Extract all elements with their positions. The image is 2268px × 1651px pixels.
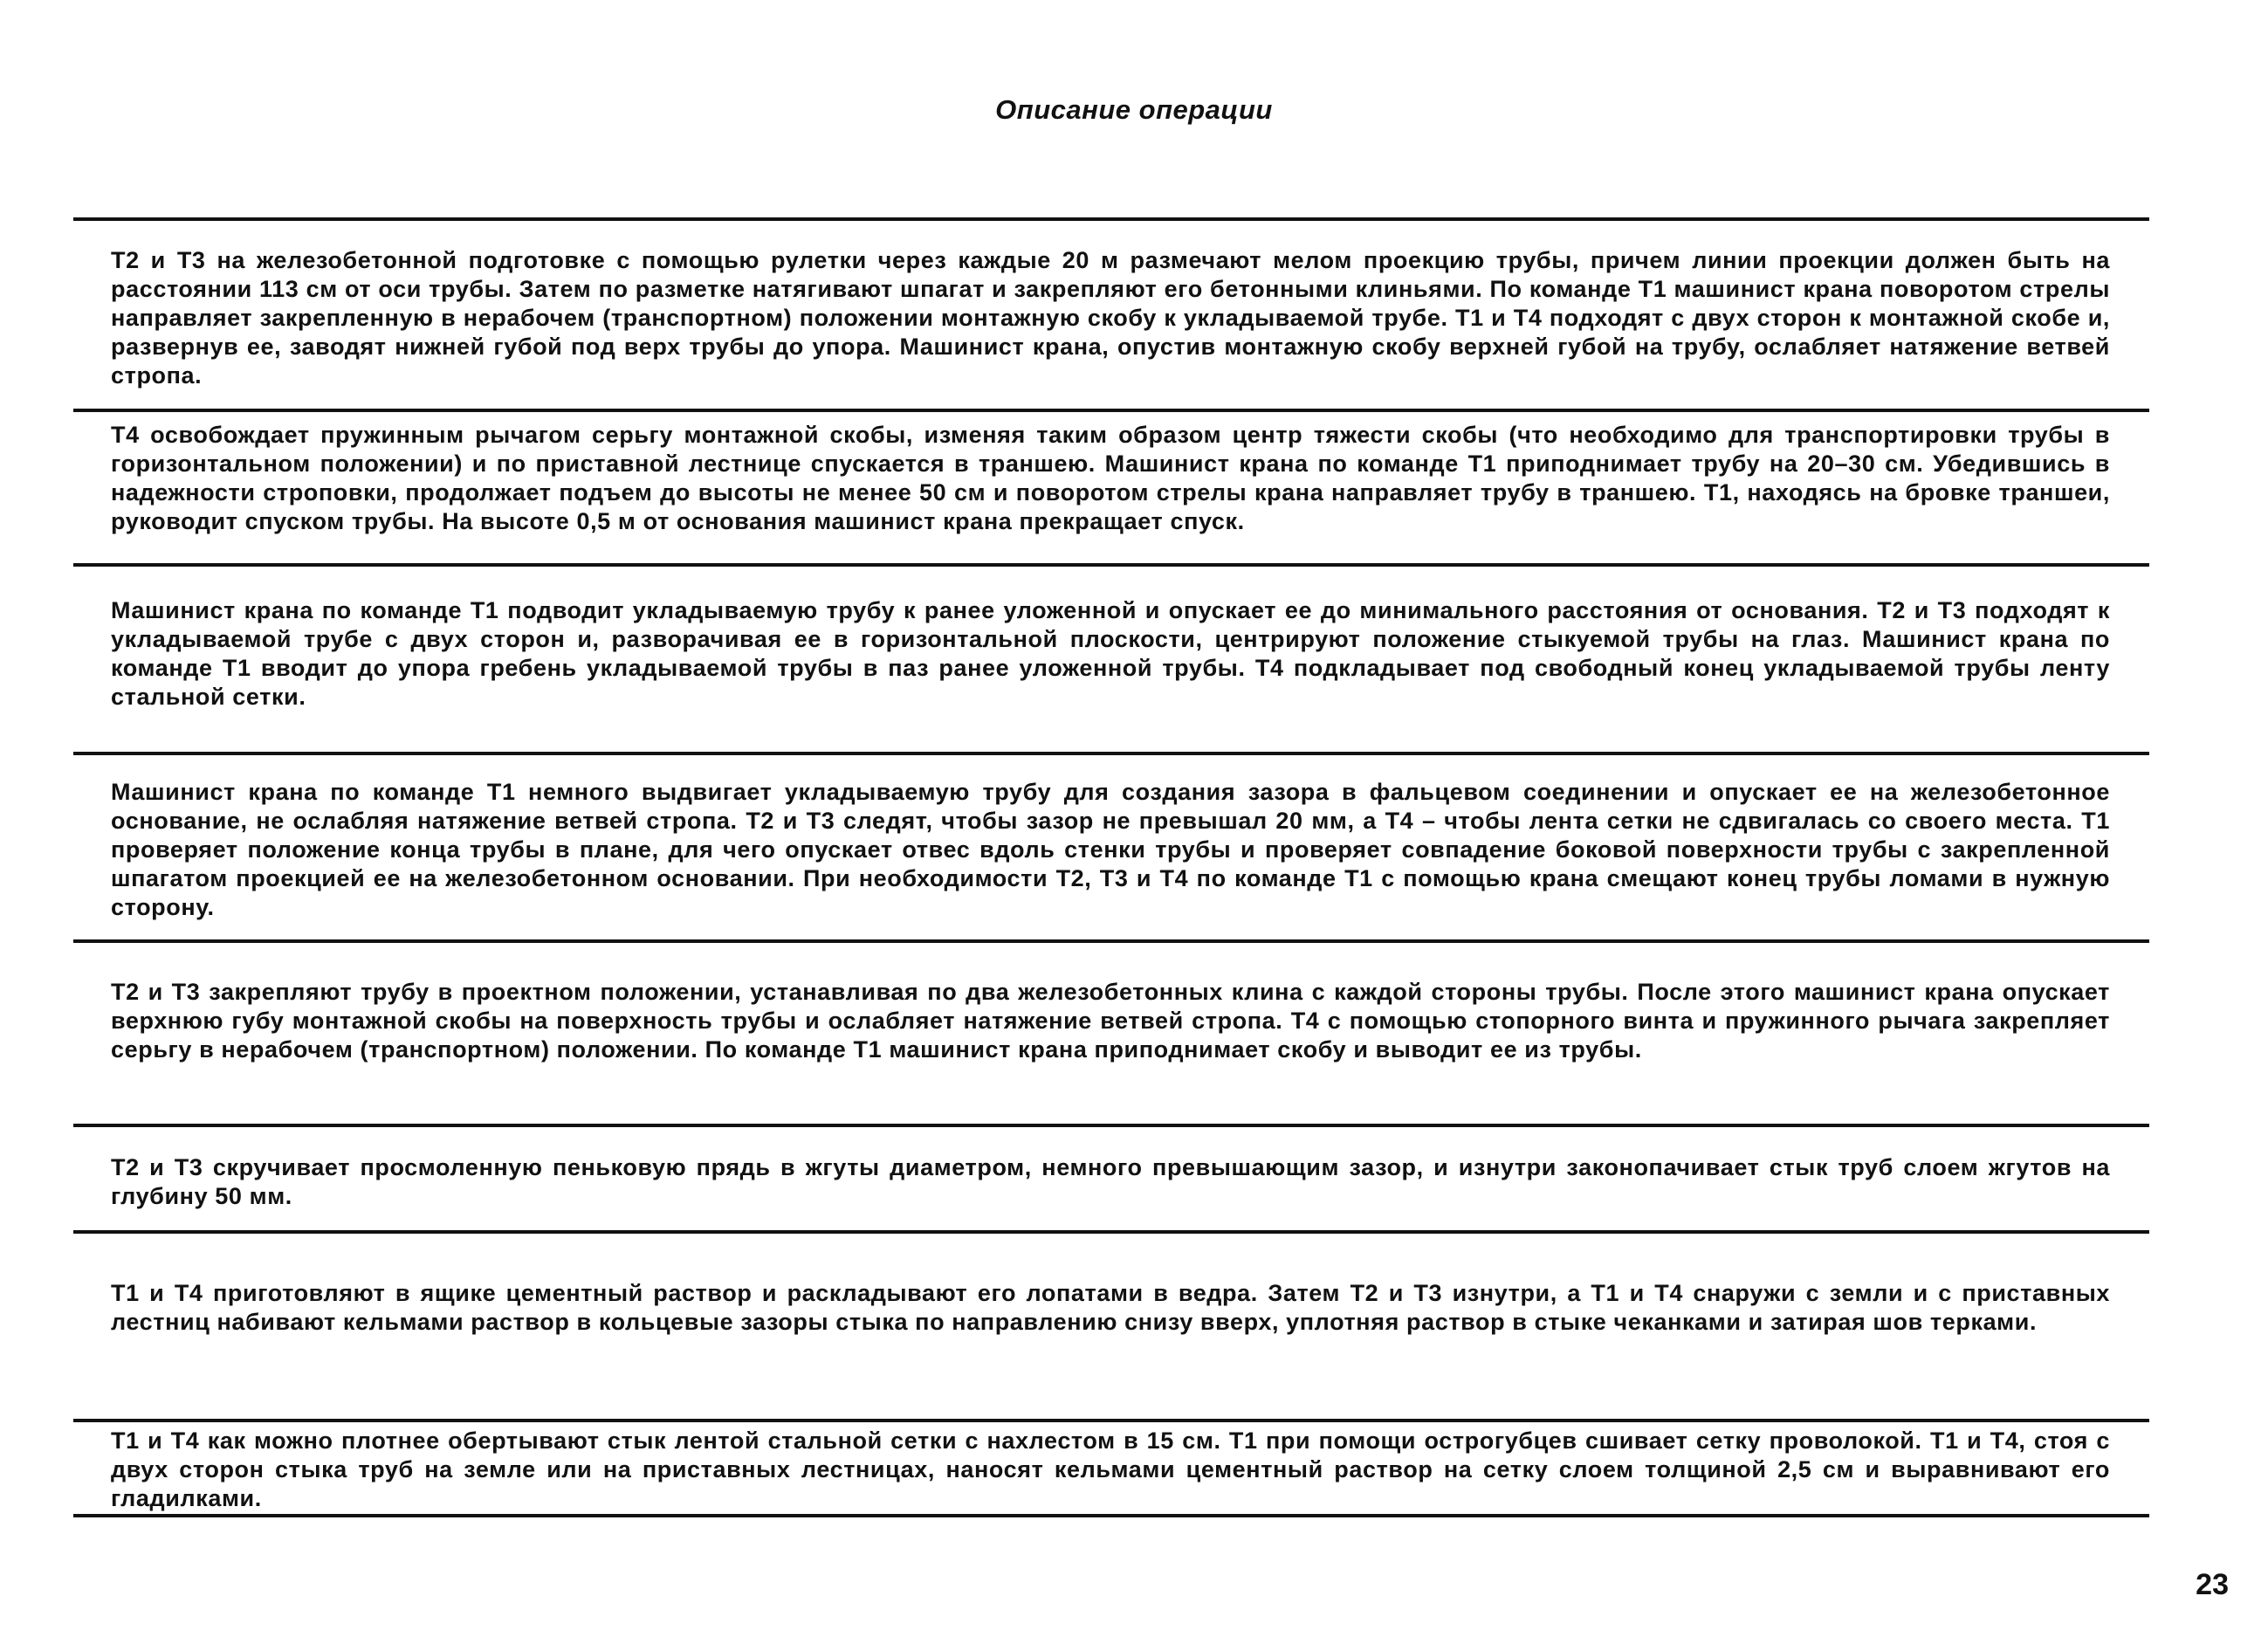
operation-step-1: Т2 и Т3 на железобетонной подготовке с помощью рулетки через каждые 20 м размечают мелом проекцию трубы, причем линии проекции должен быть на расстоянии 113 см от оси трубы. Затем по разметке натягивают шпагат и закрепляют его бетонными клиньями. По команде Т1 машинист крана поворотом стрелы направляет закрепленную в нерабочем (транспортном) положении монтажную скобу к укладываемой трубе. Т1 и Т4 подходят с двух сторон к монтажной скобе и, развернув ее, заводят нижней губой под верх трубы до упора. Машинист крана, опустив монтажную скобу верхней губой на трубу, ослабляет натяжение ветвей стропа. [111,247,2110,389]
operation-step-4: Машинист крана по команде Т1 немного выдвигает укладываемую трубу для создания зазора в фальцевом соединении и опускает ее на железобетонное основание, не ослабляя натяжение ветвей стропа. Т2 и Т3 следят, чтобы зазор не превышал 20 мм, а Т4 – чтобы лента сетки не сдвигалась со своего места. Т1 проверяет положение конца трубы в плане, для чего опускает отвес вдоль стенки трубы и проверяет совпадение боковой поверхности трубы с закрепленной шпагатом проекцией ее на железобетонном основании. При необходимости Т2, Т3 и Т4 по команде Т1 с помощью крана смещают конец трубы ломами в нужную сторону. [111,779,2110,920]
operation-step-3: Машинист крана по команде Т1 подводит укладываемую трубу к ранее уложенной и опускает ее до минимального расстояния от основания. Т2 и Т3 подходят к укладываемой трубе с двух сторон и, разворачивая ее в горизонтальной плоскости, центрируют положение стыкуемой трубы на глаз. Машинист крана по команде Т1 вводит до упора гребень укладываемой трубы в паз ранее уложенной трубы. Т4 подкладывает под свободный конец укладываемой трубы ленту стальной сетки. [111,597,2110,710]
operation-step-5: Т2 и Т3 закрепляют трубу в проектном положении, устанавливая по два железобетонных клина с каждой стороны трубы. После этого машинист крана опускает верхнюю губу монтажной скобы на поверхность трубы и ослабляет натяжение ветвей стропа. Т4 с помощью стопорного винта и пружинного рычага закрепляет серьгу в нерабочем (транспортном) положении. По команде Т1 машинист крана приподнимает скобу и выводит ее из трубы. [111,979,2110,1063]
section-divider [73,1514,2149,1517]
operation-step-6: Т2 и Т3 скручивает просмоленную пеньковую прядь в жгуты диаметром, немного превышающим зазор, и изнутри законопачивает стык труб слоем жгутов на глубину 50 мм. [111,1154,2110,1209]
operation-step-8: Т1 и Т4 как можно плотнее обертывают стык лентой стальной сетки с нахлестом в 15 см. Т1 при помощи острогубцев сшивает сетку проволокой. Т1 и Т4, стоя с двух сторон стыка труб на земле или на приставных лестницах, наносят кельмами цементный раствор на сетку слоем толщиной 2,5 см и выравнивают его гладилками. [111,1427,2110,1511]
section-divider [73,939,2149,943]
section-divider [73,1230,2149,1234]
page-number: 23 [2196,1568,2229,1601]
section-divider [73,217,2149,221]
section-divider [73,752,2149,755]
section-divider [73,1124,2149,1127]
section-divider [73,409,2149,412]
operation-step-7: Т1 и Т4 приготовляют в ящике цементный раствор и раскладывают его лопатами в ведра. Затем Т2 и Т3 изнутри, а Т1 и Т4 снаружи с земли и с приставных лестниц набивают кельмами раствор в кольцевые зазоры стыка по направлению снизу вверх, уплотняя раствор в стыке чеканками и затирая шов терками. [111,1280,2110,1335]
operation-step-2: Т4 освобождает пружинным рычагом серьгу монтажной скобы, изменяя таким образом центр тяжести скобы (что необходимо для транспортировки трубы в горизонтальном положении) и по приставной лестнице спускается в траншею. Машинист крана по команде Т1 приподнимает трубу на 20–30 см. Убедившись в надежности строповки, продолжает подъем до высоты не менее 50 см и поворотом стрелы крана направляет трубу в траншею. Т1, находясь на бровке траншеи, руководит спуском трубы. На высоте 0,5 м от основания машинист крана прекращает спуск. [111,422,2110,534]
page-title: Описание операции [995,94,1273,125]
section-divider [73,1419,2149,1422]
section-divider [73,563,2149,567]
